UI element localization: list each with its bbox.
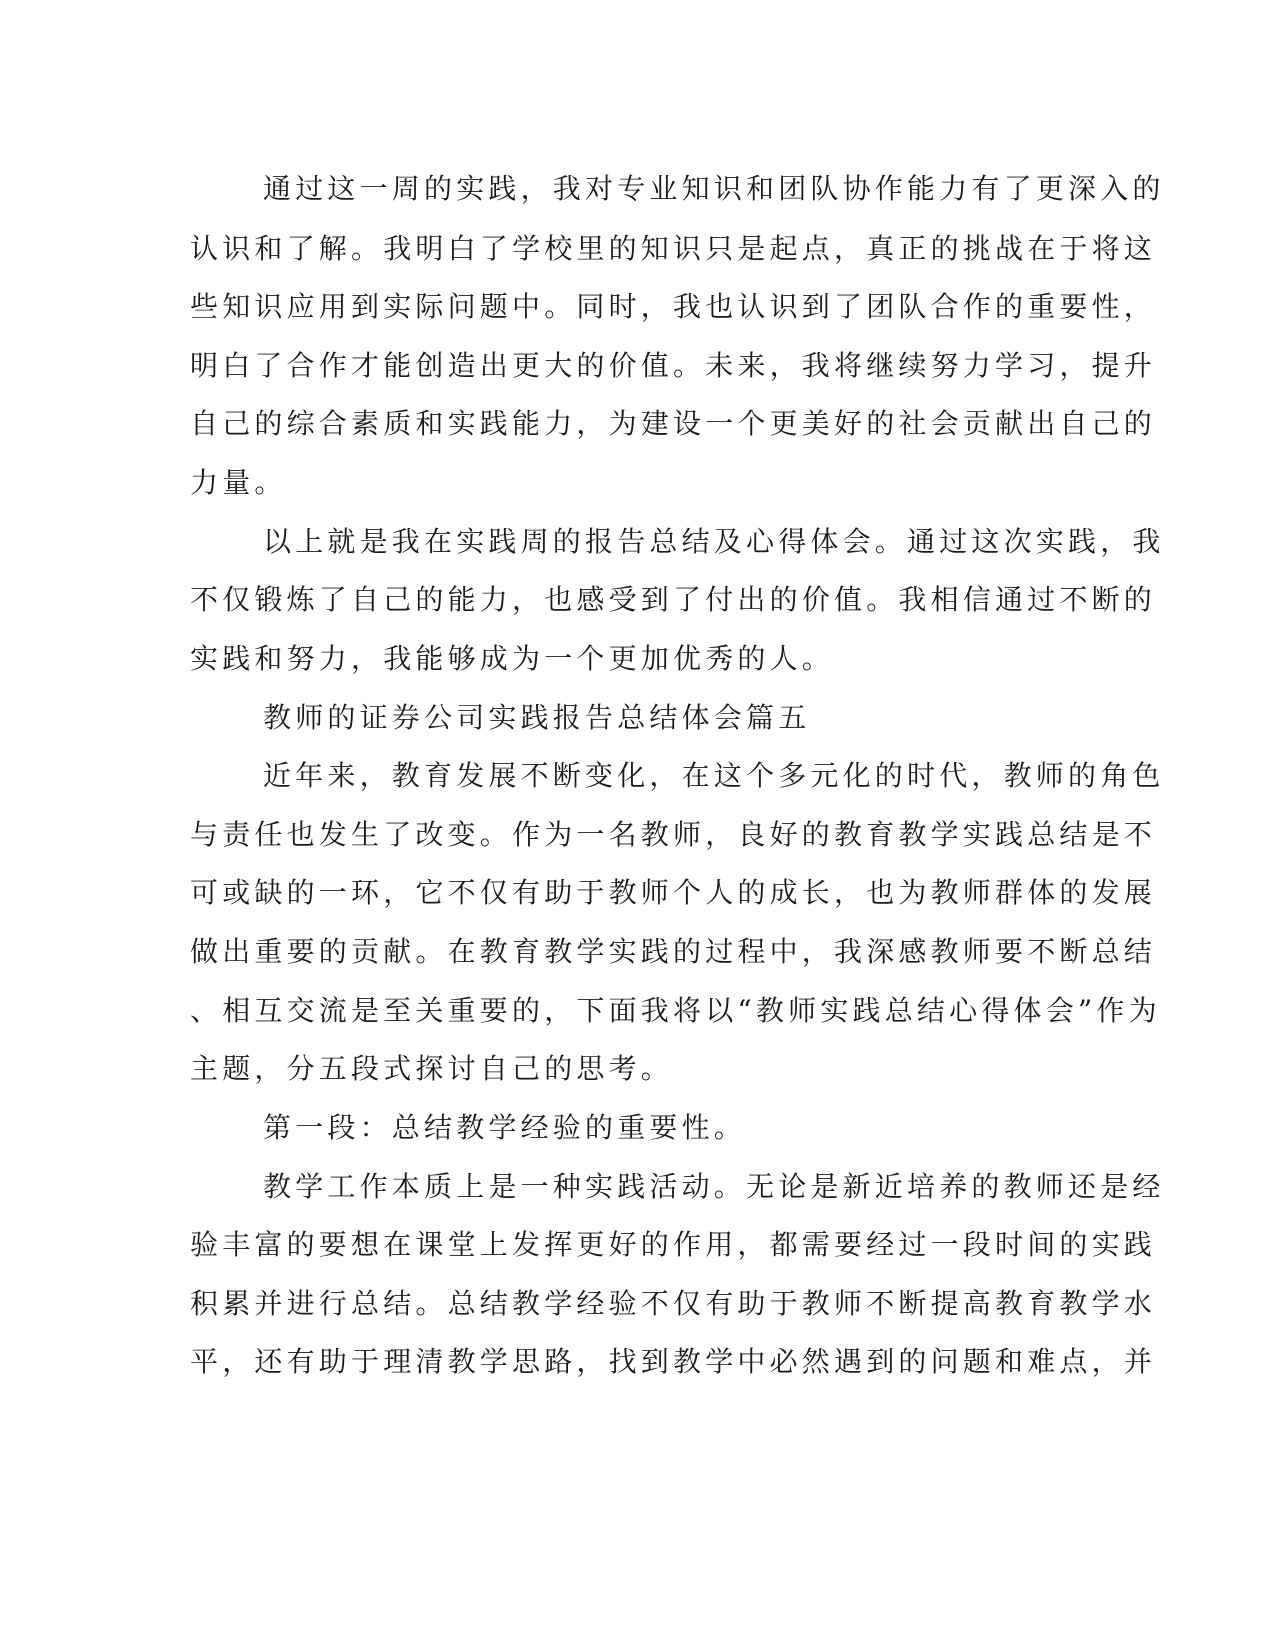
- text-line: 主题，分五段式探讨自己的思考。: [190, 1052, 674, 1085]
- text-line: 、相互交流是至关重要的，下面我将以“教师实践总结心得体会”作为: [190, 994, 1161, 1027]
- text-line: 认识和了解。我明白了学校里的知识只是起点，真正的挑战在于将这: [190, 232, 1157, 265]
- text-line: 实践和努力，我能够成为一个更加优秀的人。: [190, 642, 835, 675]
- text-line: 力量。: [190, 466, 287, 499]
- text-line: 近年来，教育发展不断变化，在这个多元化的时代，教师的角色: [263, 759, 1165, 792]
- text-line: 平，还有助于理清教学思路，找到教学中必然遇到的问题和难点，并: [190, 1345, 1157, 1378]
- text-line: 不仅锻炼了自己的能力，也感受到了付出的价值。我相信通过不断的: [190, 583, 1157, 616]
- text-line: 以上就是我在实践周的报告总结及心得体会。通过这次实践，我: [263, 525, 1165, 558]
- text-line: 教学工作本质上是一种实践活动。无论是新近培养的教师还是经: [263, 1170, 1165, 1203]
- text-line: 验丰富的要想在课堂上发挥更好的作用，都需要经过一段时间的实践: [190, 1228, 1157, 1261]
- text-line: 些知识应用到实际问题中。同时，我也认识到了团队合作的重要性，: [190, 290, 1157, 323]
- text-line: 自己的综合素质和实践能力，为建设一个更美好的社会贡献出自己的: [190, 407, 1157, 440]
- text-line: 与责任也发生了改变。作为一名教师，良好的教育教学实践总结是不: [190, 818, 1157, 851]
- section-heading: 教师的证券公司实践报告总结体会篇五: [263, 701, 811, 734]
- text-line: 明白了合作才能创造出更大的价值。未来，我将继续努力学习，提升: [190, 349, 1157, 382]
- paragraph-heading: 第一段：总结教学经验的重要性。: [263, 1111, 747, 1144]
- text-line: 积累并进行总结。总结教学经验不仅有助于教师不断提高教育教学水: [190, 1287, 1157, 1320]
- text-line: 做出重要的贡献。在教育教学实践的过程中，我深感教师要不断总结: [190, 935, 1157, 968]
- text-line: 可或缺的一环，它不仅有助于教师个人的成长，也为教师群体的发展: [190, 876, 1157, 909]
- text-line: 通过这一周的实践，我对专业知识和团队协作能力有了更深入的: [263, 172, 1165, 205]
